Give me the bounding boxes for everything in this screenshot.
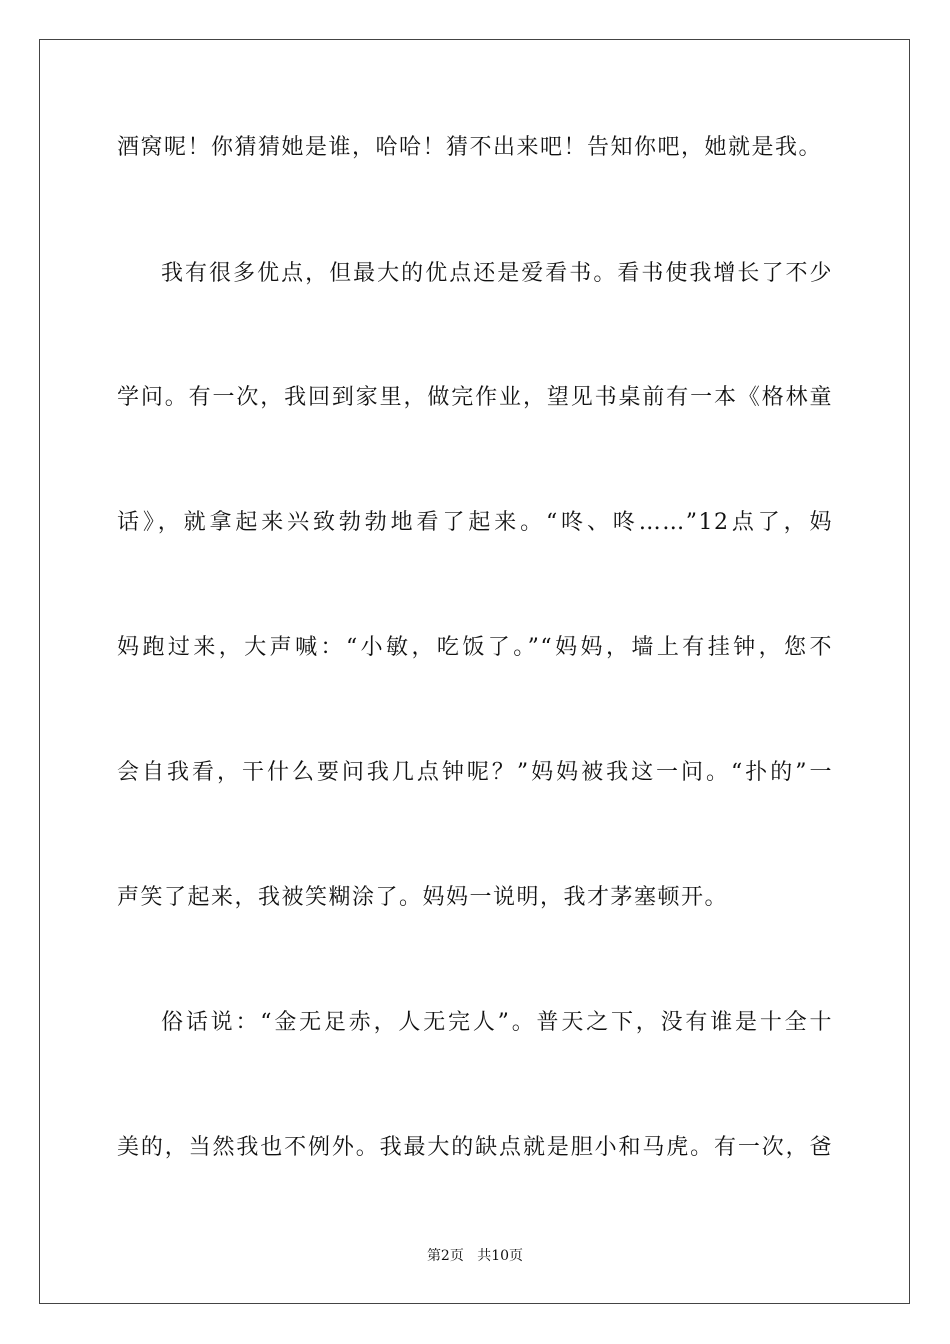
paragraph-line-2: 我有很多优点，但最大的优点还是爱看书。看书使我增长了不少 <box>161 261 833 286</box>
paragraph-line-6: 会自我看，干什么要问我几点钟呢？”妈妈被我这一问。“扑的”一 <box>117 760 833 785</box>
paragraph-line-4: 话》，就拿起来兴致勃勃地看了起来。“咚、咚……”12点了，妈 <box>117 510 833 535</box>
paragraph-line-8: 俗话说：“金无足赤，人无完人”。普天之下，没有谁是十全十 <box>161 1010 833 1035</box>
page-number: 第2页 <box>426 1248 464 1264</box>
paragraph-line-1: 酒窝呢！你猜猜她是谁，哈哈！猜不出来吧！告知你吧，她就是我。 <box>117 135 823 160</box>
paragraph-line-9: 美的，当然我也不例外。我最大的缺点就是胆小和马虎。有一次，爸 <box>117 1135 833 1160</box>
paragraph-line-3: 学问。有一次，我回到家里，做完作业，望见书桌前有一本《格林童 <box>117 385 833 410</box>
paragraph-line-7: 声笑了起来，我被笑糊涂了。妈妈一说明，我才茅塞顿开。 <box>117 885 729 910</box>
paragraph-line-5: 妈跑过来，大声喊：“小敏，吃饭了。”“妈妈，墙上有挂钟，您不 <box>117 635 833 660</box>
page-total: 共10页 <box>477 1248 524 1264</box>
page-footer <box>0 1247 950 1265</box>
page-border <box>39 39 910 1304</box>
